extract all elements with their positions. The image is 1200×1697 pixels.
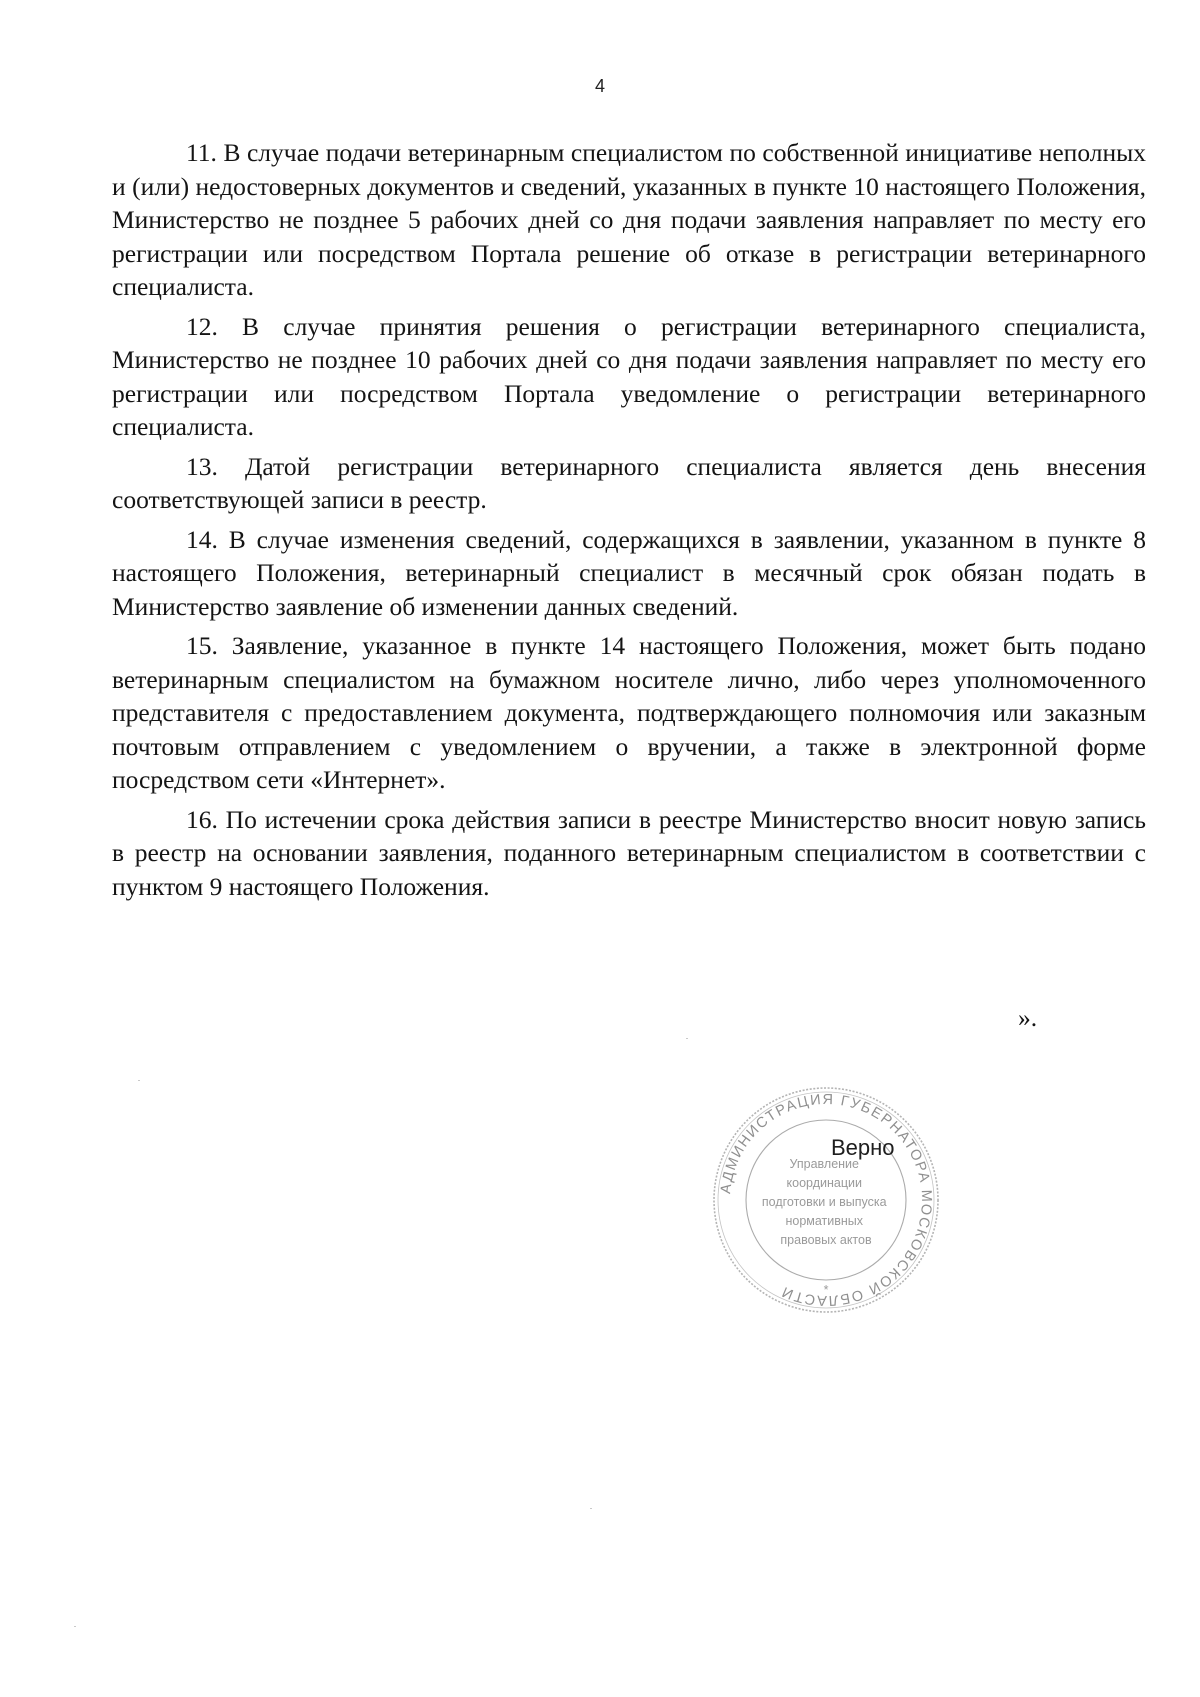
paragraph-11: 11. В случае подачи ветеринарным специалистом по собственной инициативе неполных и (или) недостоверных документов и сведений, указанных в пункте 10 настоящего Положения, Министерство не позднее 5 рабочих дней со дня подачи заявления направляет по месту его регистрации или посредством Портала решение об отказе в регистрации ветеринарного специалиста. (112, 138, 1146, 301)
verno-stamp: Верно (831, 1135, 895, 1160)
seal-inner-line: Управление (789, 1157, 860, 1171)
seal-inner-line: правовых актов (780, 1233, 872, 1247)
seal-star-icon: * (823, 1283, 829, 1297)
document-body (112, 136, 1146, 909)
paragraph-14: 14. В случае изменения сведений, содержащихся в заявлении, указанном в пункте 8 настоящего Положения, ветеринарный специалист в месячный срок обязан подать в Министерство заявление об изменении данных сведений. (112, 524, 1146, 621)
seal-inner-line: координации (786, 1176, 862, 1190)
closing-quote-mark: ». (1018, 1003, 1038, 1032)
scan-speck (686, 1038, 688, 1039)
seal-inner-line: подготовки и выпуска (761, 1195, 887, 1209)
official-seal (710, 1084, 942, 1316)
paragraph-13: 13. Датой регистрации ветеринарного специалиста является день внесения соответствующей записи в реестр. (112, 451, 1146, 514)
scan-speck (590, 1508, 592, 1509)
scan-speck (74, 1626, 76, 1627)
paragraph-16: 16. По истечении срока действия записи в реестре Министерство вносит новую запись в реестр на основании заявления, поданного ветеринарным специалистом в соответствии с пунктом 9 настоящего Положения. (112, 804, 1146, 901)
paragraph-12: 12. В случае принятия решения о регистрации ветеринарного специалиста, Министерство не позднее 10 рабочих дней со дня подачи заявления направляет по месту его регистрации или посредством Портала уведомление о регистрации ветеринарного специалиста. (112, 311, 1146, 441)
paragraph-15: 15. Заявление, указанное в пункте 14 настоящего Положения, может быть подано ветеринарным специалистом на бумажном носителе лично, либо через уполномоченного представителя с предоставлением документа, подтверждающего полномочия или заказным почтовым отправлением с уведомлением о вручении, а также в электронной форме посредством сети «Интернет». (112, 631, 1146, 794)
seal-graphic (710, 1084, 942, 1316)
seal-ring-text: АДМИНИСТРАЦИЯ ГУБЕРНАТОРА МОСКОВСКОЙ ОБЛАСТИ (718, 1091, 935, 1309)
scan-speck (138, 1080, 140, 1081)
seal-inner-line: нормативных (785, 1214, 864, 1228)
page-number: 4 (594, 76, 605, 96)
seal-inner-text (762, 1157, 890, 1247)
